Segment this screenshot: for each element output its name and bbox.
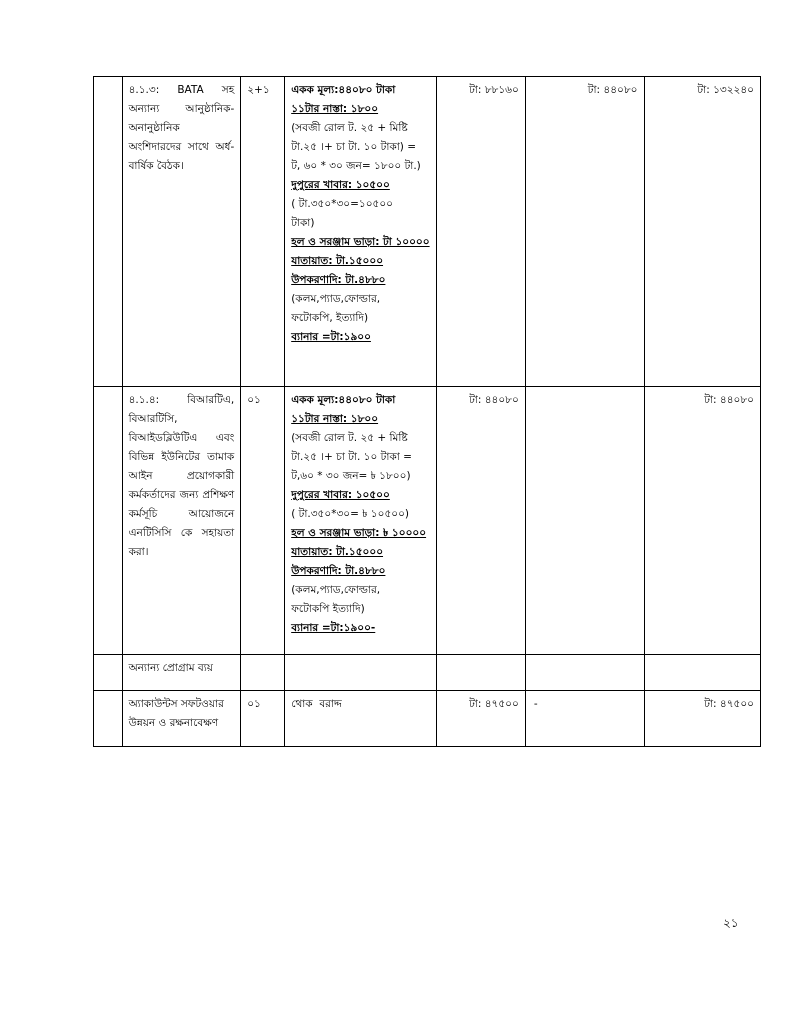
banner-cost: ব্যানার =টা:১৯০০-: [291, 622, 376, 634]
cost-details-cell: [285, 655, 437, 691]
amount-cell: [525, 655, 644, 691]
table-row: [94, 655, 761, 691]
row-index-cell: [94, 77, 123, 387]
activity-text: অ্যাকাউন্টস সফটওয়ার উন্নয়ন ও রক্ষনাবেক্ষণ: [128, 698, 224, 729]
transport-cost: যাতায়াত: টা.১৫০০০: [291, 255, 384, 267]
lunch-title: দুপুরের খাবার: ১০৫০০: [291, 179, 390, 191]
row-index-cell: [94, 655, 123, 691]
activity-cell: [122, 655, 241, 691]
amount-cell: [436, 691, 525, 747]
total-cell: [644, 77, 761, 387]
quantity-text: ০১: [247, 698, 261, 710]
snacks-detail: (সবজী রোল ট. ২৫ + মিষ্টি: [291, 122, 408, 134]
quantity-cell: [241, 655, 285, 691]
lump-sum-text: থোক বরাদ্দ: [291, 698, 342, 710]
quantity-cell: [241, 387, 285, 655]
activity-text: অন্যান্য প্রোগ্রাম ব্যয়: [128, 662, 213, 674]
amount-text: টা: ৪৪০৮০: [469, 394, 519, 406]
budget-table: [93, 76, 761, 747]
page-number: ২১: [723, 916, 739, 930]
total-text: টা: ৪৪০৮০: [704, 394, 754, 406]
quantity-text: ২+১: [247, 84, 270, 96]
snacks-title: ১১টার নাস্তা: ১৮০০: [291, 103, 379, 115]
activity-text: ৪.১.৪: বিআরটিএ, বিআরটিসি, বিআইডব্লিউটিএ এবং বিভিন্ন ইউনিটের তামাক আইন প্রয়োগকারী কর্মকর্তাদের জন্য প্রশিক্ষণ কর্মসূচি আয়োজনে এনটিসিসি কে সহায়তা করা।: [128, 394, 235, 558]
amount-cell: [436, 655, 525, 691]
total-cell: [644, 387, 761, 655]
snacks-detail: (সবজী রোল ট. ২৫ + মিষ্টি: [291, 432, 408, 444]
amount-cell: [525, 77, 644, 387]
amount-text: টা: ৪৭৫০০: [469, 698, 519, 710]
materials-cost: উপকরণাদি: টা.৪৮৮০: [291, 274, 386, 286]
snacks-title: ১১টার নাস্তা: ১৮০০: [291, 413, 379, 425]
cost-details-cell: [285, 77, 437, 387]
amount-cell: [436, 387, 525, 655]
total-text: টা: ৪৭৫০০: [704, 698, 754, 710]
hall-rent: হল ও সরঞ্জাম ভাড়া: টা ১০০০০: [291, 236, 430, 248]
amount-cell: [525, 691, 644, 747]
hall-rent: হল ও সরঞ্জাম ভাড়া: ৳ ১০০০০: [291, 527, 427, 539]
materials-cost: উপকরণাদি: টা.৪৮৮০: [291, 565, 386, 577]
quantity-text: ০১: [247, 394, 261, 406]
snacks-detail: টা.২৫ ।+ চা টা. ১০ টাকা) =: [291, 141, 417, 153]
activity-cell: [122, 691, 241, 747]
total-text: টা: ১৩২২৪০: [697, 84, 754, 96]
lunch-title: দুপুরের খাবার: ১০৫০০: [291, 489, 390, 501]
materials-detail: ফটোকপি, ইত্যাদি): [291, 312, 369, 324]
table-row: [94, 691, 761, 747]
banner-cost: ব্যানার =টা:১৯০০: [291, 331, 371, 343]
amount-cell: [525, 387, 644, 655]
unit-price: একক মূল্য:৪৪০৮০ টাকা: [291, 84, 396, 96]
materials-detail: ফটোকপি ইত্যাদি): [291, 603, 365, 615]
snacks-detail: ট, ৬০ * ৩০ জন= ১৮০০ টা.): [291, 160, 421, 172]
amount-text: টা: ৪৪০৮০: [587, 84, 638, 96]
lunch-detail: টাকা): [291, 217, 315, 229]
activity-text: ৪.১.৩: BATA সহ অন্যান্য আনুষ্ঠানিক-অনানুষ্ঠানিক অংশিদারদের সাথে অর্ধ-বার্ষিক বৈঠক।: [128, 84, 235, 172]
materials-detail: (কলম,প্যাড,ফোল্ডার,: [291, 584, 381, 596]
cost-details-cell: [285, 691, 437, 747]
transport-cost: যাতায়াত: টা.১৫০০০: [291, 546, 384, 558]
lunch-detail: ( টা.৩৫০*৩০= ৳ ১০৫০০): [291, 508, 410, 520]
materials-detail: (কলম,প্যাড,ফোল্ডার,: [291, 293, 381, 305]
amount-cell: [436, 77, 525, 387]
lunch-detail: ( টা.৩৫০*৩০=১০৫০০: [291, 198, 394, 210]
total-cell: [644, 691, 761, 747]
table-row: [94, 387, 761, 655]
amount-text: টা: ৮৮১৬০: [469, 84, 519, 96]
row-index-cell: [94, 387, 123, 655]
snacks-detail: টা.২৫ ।+ চা টা. ১০ টাকা =: [291, 451, 412, 463]
amount-text: -: [533, 698, 538, 710]
quantity-cell: [241, 77, 285, 387]
activity-cell: [122, 387, 241, 655]
quantity-cell: [241, 691, 285, 747]
total-cell: [644, 655, 761, 691]
row-index-cell: [94, 691, 123, 747]
activity-cell: [122, 77, 241, 387]
table-row: [94, 77, 761, 387]
unit-price: একক মূল্য:৪৪০৮০ টাকা: [291, 394, 396, 406]
cost-details-cell: [285, 387, 437, 655]
snacks-detail: ট,৬০ * ৩০ জন= ৳ ১৮০০): [291, 470, 411, 482]
